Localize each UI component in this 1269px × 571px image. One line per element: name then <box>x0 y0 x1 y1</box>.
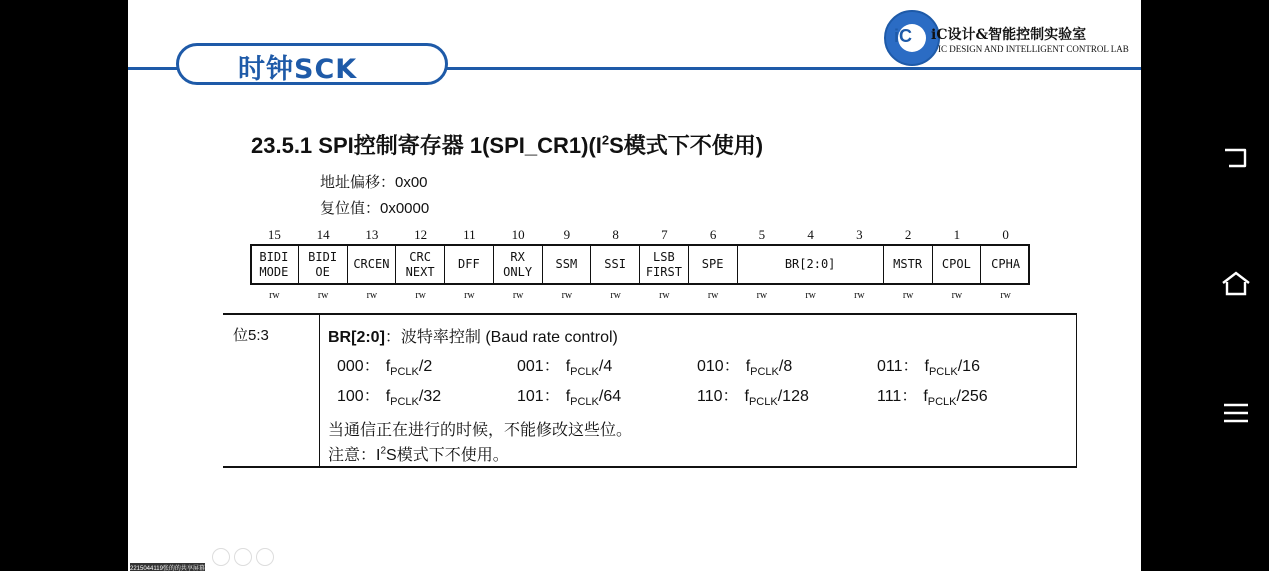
note2-sup: 2 <box>380 445 387 457</box>
register-field: DFF <box>445 246 494 283</box>
description-note-2 <box>328 442 509 465</box>
register-field: CRCEN <box>348 246 397 283</box>
description-bits: 位5:3 <box>233 327 269 344</box>
access-type: rw <box>854 290 865 301</box>
slide <box>128 0 1141 571</box>
bit-number: 15 <box>267 227 281 242</box>
bit-number: 12 <box>414 227 428 242</box>
bit-number: 10 <box>511 227 525 242</box>
access-type: rw <box>902 290 914 301</box>
bit-number: 14 <box>316 227 330 242</box>
field-name-bold: BR[2:0] <box>328 329 385 346</box>
bit-number: 2 <box>904 227 912 242</box>
access-type: rw <box>951 290 963 301</box>
menu-icon[interactable] <box>1216 393 1256 433</box>
field-name-rest: ：波特率控制 (Baud rate control) <box>384 329 618 346</box>
bit-number: 3 <box>856 227 863 242</box>
lab-logo-icon: iC <box>884 10 940 66</box>
register-field: SSI <box>591 246 640 283</box>
section-heading-pre: 23.5.1 SPI控制寄存器 1(SPI_CR1)(I <box>251 133 602 158</box>
access-type: rw <box>659 290 670 301</box>
lab-name-en: IC DESIGN AND INTELLIGENT CONTROL LAB <box>938 44 1129 54</box>
access-row <box>250 290 1030 304</box>
reset-value: 复位值：0x0000 <box>320 200 430 217</box>
back-icon[interactable] <box>1216 138 1256 178</box>
bit-number: 0 <box>1002 227 1009 242</box>
access-type: rw <box>561 290 573 301</box>
slide-title: 时钟SCK <box>238 54 358 85</box>
share-watermark: 2215044119张的的共享屏幕 <box>130 563 205 571</box>
baud-option: 000： $f_{PCLK}/2$ <box>337 358 433 379</box>
section-heading-sup: 2 <box>601 132 610 148</box>
baud-option: 010： $f_{PCLK}/8$ <box>697 358 793 379</box>
section-heading <box>251 129 763 160</box>
bit-number: 6 <box>709 227 717 242</box>
register-field: RX ONLY <box>494 246 543 283</box>
register-field: CPHA <box>991 257 1021 271</box>
bit-number: 4 <box>807 227 814 242</box>
access-type: rw <box>464 290 475 301</box>
description-note-1: 当通信正在进行的时候，不能修改这些位。 <box>328 422 633 439</box>
bit-numbers <box>250 227 1030 243</box>
register-table <box>250 244 1030 285</box>
access-type: rw <box>512 290 524 301</box>
register-field: CPOL <box>933 246 982 283</box>
bit-number: 1 <box>953 227 961 242</box>
register-field: MSTR <box>884 246 933 283</box>
access-type: rw <box>707 290 719 301</box>
register-field: SSM <box>543 246 592 283</box>
bit-number: 8 <box>612 227 619 242</box>
baud-option: 011： $f_{PCLK}/16$ <box>877 358 980 379</box>
register-field: BR[2:0] <box>738 246 884 283</box>
access-type: rw <box>366 290 378 301</box>
baud-option: 100： $f_{PCLK}/32$ <box>337 388 442 409</box>
address-offset: 地址偏移：0x00 <box>320 174 428 191</box>
note2-post: S模式下不使用。 <box>386 447 509 464</box>
access-type: rw <box>756 290 768 301</box>
access-type: rw <box>1000 290 1011 301</box>
bit-number: 5 <box>758 227 766 242</box>
home-icon[interactable] <box>1216 264 1256 304</box>
baud-option: 110： $f_{PCLK}/128$ <box>697 388 809 409</box>
register-field: SPE <box>689 246 738 283</box>
baud-option: 101： $f_{PCLK}/64$ <box>517 388 622 409</box>
baud-option: 111： $f_{PCLK}/256$ <box>877 388 988 409</box>
register-field: BIDI MODE <box>250 246 299 283</box>
note2-pre: 注意：I <box>328 447 381 464</box>
access-type: rw <box>805 290 816 301</box>
access-type: rw <box>610 290 621 301</box>
lab-name-cn: iC设计&智能控制实验室 <box>931 27 1087 43</box>
bit-number: 7 <box>661 227 668 242</box>
register-field: CRC NEXT <box>396 246 445 283</box>
register-field: LSB FIRST <box>640 246 689 283</box>
bit-number: 13 <box>365 227 379 242</box>
description-table <box>223 313 1077 468</box>
section-heading-post: S模式下不使用) <box>609 133 764 158</box>
access-type: rw <box>317 290 329 301</box>
baud-option: 001： $f_{PCLK}/4$ <box>517 358 613 379</box>
description-field-name <box>328 324 618 347</box>
bit-number: 11 <box>463 227 476 242</box>
bit-number: 9 <box>563 227 571 242</box>
access-type: rw <box>269 290 280 301</box>
access-type: rw <box>415 290 426 301</box>
register-field: BIDI OE <box>299 246 348 283</box>
